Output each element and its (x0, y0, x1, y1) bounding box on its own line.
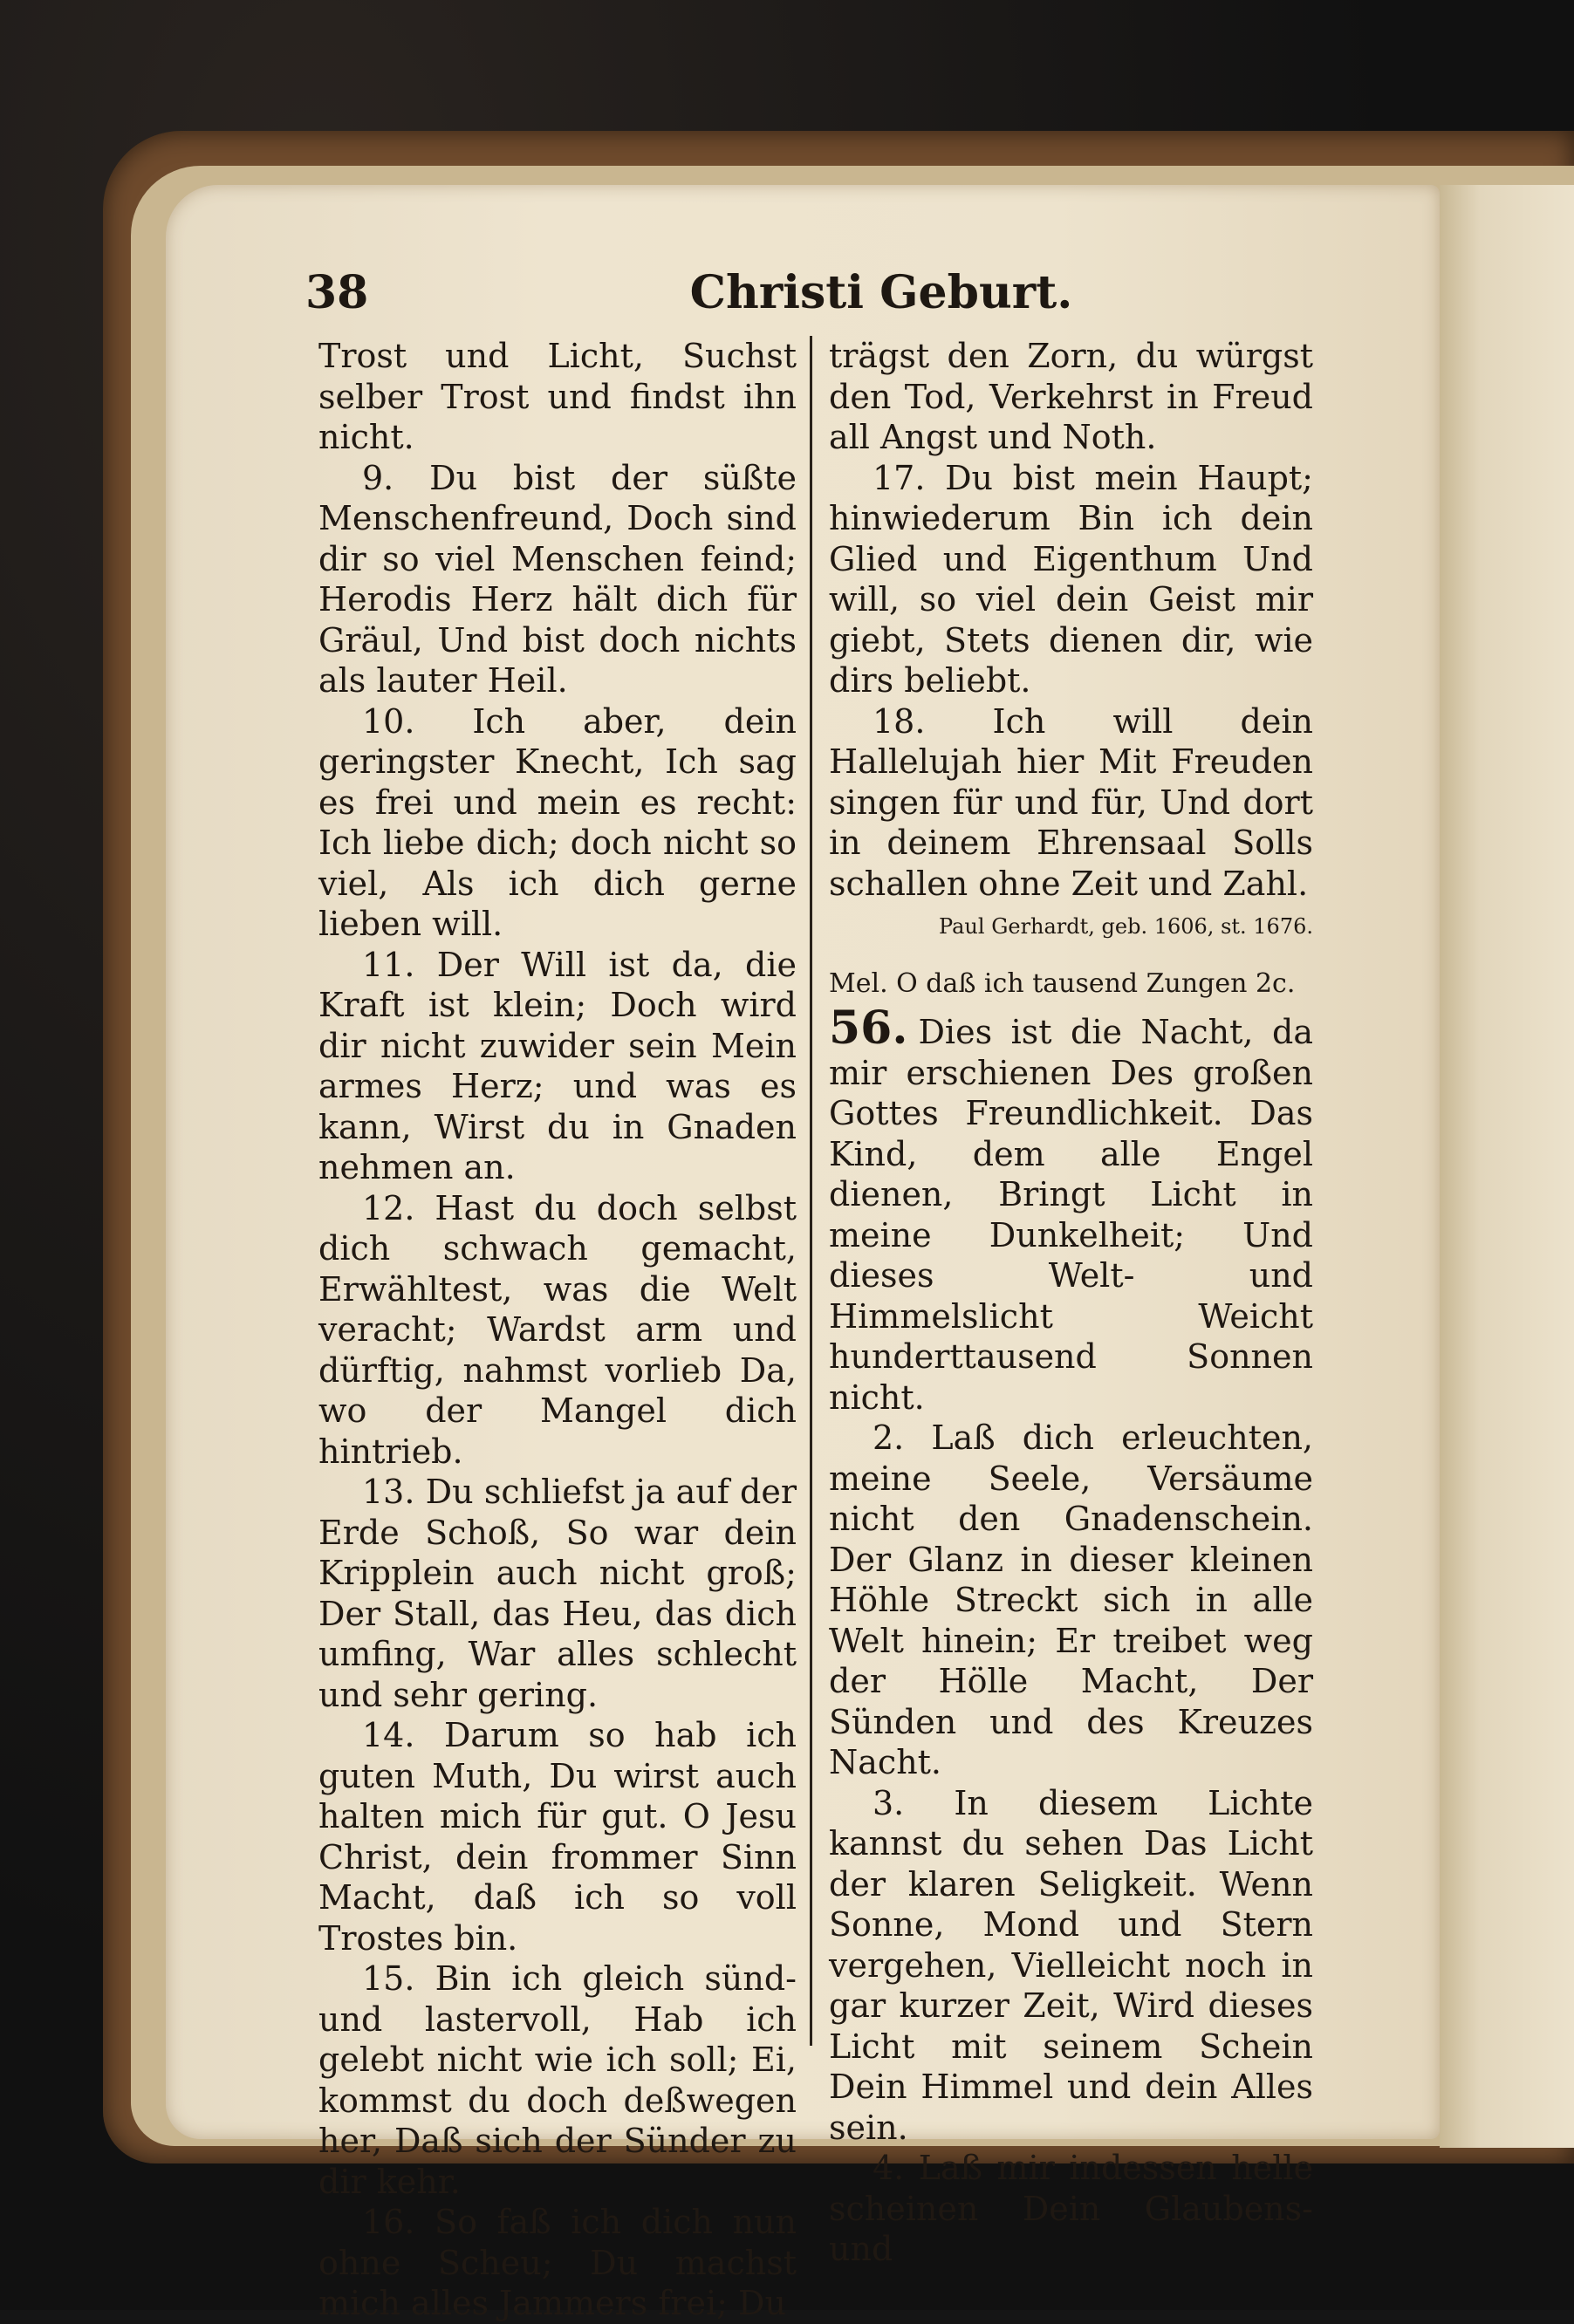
hymn-56-stanza-3: 3. In diesem Lichte kannst du sehen Das Licht der klaren Seligkeit. Wenn Sonne, Mond und Stern vergehen, Vielleicht noch in gar kurzer Zeit, Wird dieses Licht mit seinem Schein Dein Himmel und dein Alles sein. (829, 1783, 1313, 2147)
stanza-continued: Trost und Licht, Suchst selber Trost und findst ihn nicht. (318, 337, 797, 456)
stanza-11: 11. Der Will ist da, die Kraft ist klein; Doch wird dir nicht zuwider sein Mein armes Herz; und was es kann, Wirst du in Gnaden nehmen an. (318, 945, 797, 1186)
hymn-56-stanza-1 (829, 1001, 1313, 1418)
stanza-13: 13. Du schliefst ja auf der Erde Schoß, So war dein Kripplein auch nicht groß; Der Stall, das Heu, das dich umfing, War alles schlecht und sehr gering. (318, 1473, 797, 1714)
stanza-17: 17. Du bist mein Haupt; hinwiederum Bin ich dein Glied und Eigenthum Und will, so viel dein Geist mir giebt, Stets dienen dir, wie dirs beliebt. (829, 458, 1313, 700)
melody-line: Mel. O daß ich tausend Zungen 2c. (829, 968, 1296, 999)
stanza-14: 14. Darum so hab ich guten Muth, Du wirst auch halten mich für gut. O Jesu Christ, dein frommer Sinn Macht, daß ich so voll Trostes bin. (318, 1716, 797, 1958)
stanza-16-continued: trägst den Zorn, du würgst den Tod, Verkehrst in Freud all Angst und Noth. (829, 337, 1313, 456)
stanza-9: 9. Du bist der süßte Menschenfreund, Doch sind dir so viel Menschen feind; Herodis Herz hält dich für Gräul, Und bist doch nichts als lauter Heil. (318, 458, 797, 700)
hymn-number: 56. (829, 1001, 908, 1055)
page-header (305, 266, 1422, 327)
hymn-56-stanza-1-text: Dies ist die Nacht, da mir erschienen Des großen Gottes Freundlichkeit. Das Kind, dem alle Engel dienen, Bringt Licht in meine Dunkelheit; Und dieses Welt- und Himmelslicht Weicht hunderttausend Sonnen nicht. (829, 1013, 1313, 1417)
author-attribution: Paul Gerhardt, geb. 1606, st. 1676. (939, 914, 1313, 939)
hymn-56-stanza-4: 4. Laß mir indessen helle scheinen Dein Glaubens- und (829, 2149, 1313, 2268)
stanza-10: 10. Ich aber, dein geringster Knecht, Ich sag es frei und mein es recht: Ich liebe dich; doch nicht so viel, Als ich dich gerne lieben will. (318, 701, 797, 943)
column-divider (810, 336, 812, 2046)
stanza-12: 12. Hast du doch selbst dich schwach gemacht, Erwähltest, was die Welt veracht; Wardst arm und dürftig, nahmst vorlieb Da, wo der Mangel dich hintrieb. (318, 1188, 797, 1471)
facing-page-edge (1440, 185, 1574, 2148)
stanza-16: 16. So faß ich dich nun ohne Scheu; Du machst mich alles Jammers frei; Du (318, 2203, 797, 2322)
right-column (829, 336, 1313, 2270)
left-column (318, 336, 797, 2324)
stanza-18: 18. Ich will dein Hallelujah hier Mit Freuden singen für und für, Und dort in deinem Ehrensaal Solls schallen ohne Zeit und Zahl. (829, 701, 1313, 903)
page-number: 38 (305, 266, 369, 319)
stanza-15: 15. Bin ich gleich sünd- und lastervoll, Hab ich gelebt nicht wie ich soll; Ei, kommst du doch deßwegen her, Daß sich der Sünder zu dir kehr. (318, 1959, 797, 2201)
running-title: Christi Geburt. (689, 266, 1073, 319)
hymn-56-stanza-2: 2. Laß dich erleuchten, meine Seele, Versäume nicht den Gnadenschein. Der Glanz in dieser kleinen Höhle Streckt sich in alle Welt hinein; Er treibet weg der Hölle Macht, Der Sünden und des Kreuzes Nacht. (829, 1418, 1313, 1781)
